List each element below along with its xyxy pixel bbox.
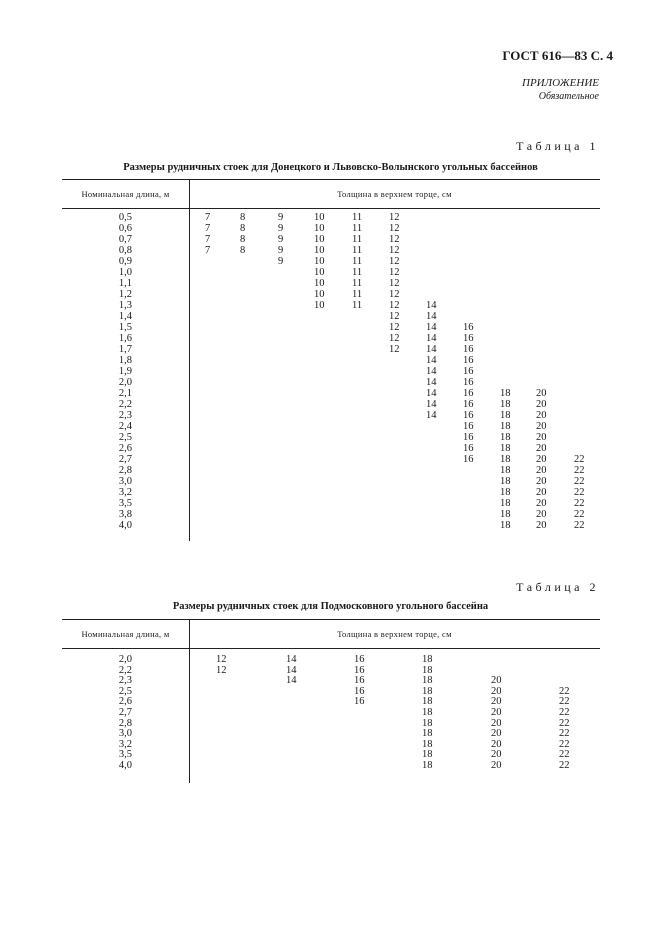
thickness-cell: 18 xyxy=(500,476,511,487)
table2-col-thickness: Толщина в верхнем торце, см xyxy=(337,629,452,639)
thickness-cell: 11 xyxy=(352,256,363,267)
thickness-cell: 9 xyxy=(278,245,284,256)
thickness-cell: 18 xyxy=(500,454,511,465)
nominal-length-cell: 2,3 xyxy=(118,410,132,421)
thickness-cell: 18 xyxy=(422,707,433,718)
thickness-cell: 16 xyxy=(354,654,365,665)
nominal-length-cell: 1,5 xyxy=(118,322,132,333)
nominal-length-cell: 0,7 xyxy=(118,234,132,245)
nominal-length-cell: 1,2 xyxy=(118,289,132,300)
thickness-cell: 20 xyxy=(536,520,547,531)
thickness-cell: 20 xyxy=(536,487,547,498)
thickness-cell: 22 xyxy=(559,749,570,761)
nominal-length-cell: 2,0 xyxy=(118,654,132,665)
thickness-cell: 22 xyxy=(574,509,585,520)
nominal-length-cell: 3,0 xyxy=(118,728,132,740)
nominal-length-cell: 2,5 xyxy=(118,432,132,443)
thickness-cell: 16 xyxy=(463,355,474,366)
thickness-cell: 16 xyxy=(463,344,474,355)
thickness-cell: 20 xyxy=(536,432,547,443)
table2-header xyxy=(62,619,600,649)
thickness-cell: 20 xyxy=(491,717,502,729)
thickness-cell: 20 xyxy=(491,675,502,687)
nominal-length-cell: 2,8 xyxy=(118,717,132,729)
nominal-length-cell: 2,2 xyxy=(118,399,132,410)
thickness-cell: 14 xyxy=(426,388,437,399)
thickness-cell: 14 xyxy=(426,377,437,388)
table1-label: Таблица 1 xyxy=(516,139,599,153)
thickness-cell: 18 xyxy=(422,654,433,665)
thickness-cell: 18 xyxy=(500,465,511,476)
thickness-cell: 16 xyxy=(463,388,474,399)
thickness-cell: 10 xyxy=(314,212,325,223)
thickness-cell: 22 xyxy=(574,454,585,465)
thickness-cell: 20 xyxy=(536,454,547,465)
thickness-cell: 7 xyxy=(205,245,211,256)
thickness-cell: 16 xyxy=(354,685,365,697)
thickness-cell: 18 xyxy=(500,520,511,531)
thickness-cell: 18 xyxy=(500,443,511,454)
thickness-cell: 14 xyxy=(426,344,437,355)
thickness-cell: 18 xyxy=(500,487,511,498)
thickness-cell: 18 xyxy=(422,717,433,729)
thickness-cell: 12 xyxy=(389,234,400,245)
thickness-cell: 16 xyxy=(463,410,474,421)
thickness-cell: 20 xyxy=(536,410,547,421)
thickness-cell: 12 xyxy=(216,654,227,665)
nominal-length-cell: 3,5 xyxy=(118,498,132,509)
nominal-length-cell: 3,8 xyxy=(118,509,132,520)
nominal-length-cell: 1,0 xyxy=(118,267,132,278)
thickness-cell: 10 xyxy=(314,223,325,234)
thickness-cell: 9 xyxy=(278,212,284,223)
thickness-cell: 20 xyxy=(491,728,502,740)
nominal-length-cell: 1,4 xyxy=(118,311,132,322)
nominal-length-cell: 0,8 xyxy=(118,245,132,256)
thickness-cell: 20 xyxy=(536,476,547,487)
nominal-length-cell: 2,1 xyxy=(118,388,132,399)
thickness-cell: 10 xyxy=(314,300,325,311)
table2-label: Таблица 2 xyxy=(516,580,599,594)
thickness-cell: 10 xyxy=(314,289,325,300)
thickness-cell: 20 xyxy=(536,388,547,399)
thickness-cell: 12 xyxy=(389,322,400,333)
thickness-cell: 18 xyxy=(422,738,433,750)
thickness-cell: 16 xyxy=(463,399,474,410)
thickness-cell: 20 xyxy=(491,760,502,771)
thickness-cell: 22 xyxy=(559,728,570,740)
thickness-cell: 16 xyxy=(463,322,474,333)
nominal-length-cell: 4,0 xyxy=(118,760,132,771)
annex-label xyxy=(522,77,599,103)
thickness-cell: 18 xyxy=(422,685,433,697)
thickness-cell: 10 xyxy=(314,245,325,256)
thickness-cell: 12 xyxy=(389,278,400,289)
thickness-cell: 12 xyxy=(389,245,400,256)
thickness-cell: 20 xyxy=(491,685,502,697)
thickness-cell: 12 xyxy=(389,300,400,311)
document-reference: ГОСТ 616—83 С. 4 xyxy=(502,48,613,63)
thickness-cell: 9 xyxy=(278,234,284,245)
thickness-cell: 20 xyxy=(536,421,547,432)
thickness-cell: 12 xyxy=(389,333,400,344)
thickness-cell: 22 xyxy=(559,685,570,697)
thickness-cell: 18 xyxy=(500,432,511,443)
thickness-cell: 16 xyxy=(354,675,365,687)
thickness-cell: 12 xyxy=(216,664,227,676)
thickness-cell: 10 xyxy=(314,234,325,245)
thickness-cell: 12 xyxy=(389,289,400,300)
table1-header xyxy=(62,179,600,209)
thickness-cell: 14 xyxy=(286,654,297,665)
thickness-cell: 16 xyxy=(354,664,365,676)
thickness-cell: 14 xyxy=(426,410,437,421)
thickness-cell: 16 xyxy=(463,333,474,344)
thickness-cell: 9 xyxy=(278,256,284,267)
nominal-length-cell: 1,6 xyxy=(118,333,132,344)
thickness-cell: 14 xyxy=(426,300,437,311)
nominal-length-cell: 2,7 xyxy=(118,454,132,465)
table2-title: Размеры рудничных стоек для Подмосковного угольного бассейна xyxy=(172,601,489,612)
thickness-cell: 11 xyxy=(352,267,363,278)
thickness-cell: 18 xyxy=(422,728,433,740)
thickness-cell: 18 xyxy=(500,498,511,509)
nominal-length-cell: 3,0 xyxy=(118,476,132,487)
thickness-cell: 11 xyxy=(352,278,363,289)
thickness-cell: 12 xyxy=(389,212,400,223)
thickness-cell: 7 xyxy=(205,212,211,223)
thickness-cell: 12 xyxy=(389,223,400,234)
thickness-cell: 11 xyxy=(352,289,363,300)
thickness-cell: 16 xyxy=(463,454,474,465)
table1-title: Размеры рудничных стоек для Донецкого и Львовско-Волынского угольных бассейнов xyxy=(123,162,538,173)
table2-col-length: Номинальная длина, м xyxy=(81,629,170,639)
thickness-cell: 8 xyxy=(240,234,246,245)
nominal-length-cell: 1,9 xyxy=(118,366,132,377)
thickness-cell: 16 xyxy=(463,377,474,388)
nominal-length-cell: 3,5 xyxy=(118,749,132,761)
nominal-length-cell: 2,6 xyxy=(118,443,132,454)
nominal-length-cell: 0,5 xyxy=(118,212,132,223)
thickness-cell: 14 xyxy=(286,675,297,687)
thickness-cell: 22 xyxy=(559,717,570,729)
thickness-cell: 12 xyxy=(389,256,400,267)
thickness-cell: 12 xyxy=(389,267,400,278)
thickness-cell: 22 xyxy=(559,738,570,750)
nominal-length-cell: 3,2 xyxy=(118,738,132,750)
thickness-cell: 11 xyxy=(352,300,363,311)
thickness-cell: 22 xyxy=(574,487,585,498)
thickness-cell: 7 xyxy=(205,234,211,245)
table2 xyxy=(62,619,600,771)
thickness-cell: 9 xyxy=(278,223,284,234)
thickness-cell: 16 xyxy=(354,696,365,708)
thickness-cell: 22 xyxy=(574,476,585,487)
thickness-cell: 18 xyxy=(422,760,433,771)
nominal-length-cell: 0,9 xyxy=(118,256,132,267)
thickness-cell: 20 xyxy=(536,443,547,454)
thickness-cell: 18 xyxy=(500,421,511,432)
nominal-length-cell: 0,6 xyxy=(118,223,132,234)
thickness-cell: 22 xyxy=(559,707,570,718)
thickness-cell: 20 xyxy=(491,749,502,761)
thickness-cell: 22 xyxy=(574,520,585,531)
table1 xyxy=(62,179,600,531)
nominal-length-cell: 4,0 xyxy=(118,520,132,531)
thickness-cell: 18 xyxy=(500,399,511,410)
nominal-length-cell: 2,3 xyxy=(118,675,132,687)
thickness-cell: 14 xyxy=(426,355,437,366)
thickness-cell: 16 xyxy=(463,421,474,432)
thickness-cell: 20 xyxy=(536,498,547,509)
nominal-length-cell: 2,4 xyxy=(118,421,132,432)
table2-column-divider xyxy=(189,619,190,783)
thickness-cell: 18 xyxy=(422,664,433,676)
thickness-cell: 12 xyxy=(389,311,400,322)
nominal-length-cell: 2,2 xyxy=(118,664,132,676)
table1-col-thickness: Толщина в верхнем торце, см xyxy=(337,189,452,199)
annex-title: ПРИЛОЖЕНИЕ xyxy=(522,77,599,89)
thickness-cell: 8 xyxy=(240,223,246,234)
table1-col-length: Номинальная длина, м xyxy=(81,189,170,199)
thickness-cell: 20 xyxy=(491,696,502,708)
thickness-cell: 12 xyxy=(389,344,400,355)
thickness-cell: 20 xyxy=(536,465,547,476)
annex-subtitle: Обязательное xyxy=(538,91,599,102)
thickness-cell: 16 xyxy=(463,443,474,454)
nominal-length-cell: 3,2 xyxy=(118,487,132,498)
thickness-cell: 7 xyxy=(205,223,211,234)
thickness-cell: 20 xyxy=(491,707,502,718)
nominal-length-cell: 2,6 xyxy=(118,696,132,708)
thickness-cell: 14 xyxy=(426,333,437,344)
nominal-length-cell: 2,0 xyxy=(118,377,132,388)
thickness-cell: 18 xyxy=(422,749,433,761)
thickness-cell: 8 xyxy=(240,212,246,223)
nominal-length-cell: 2,7 xyxy=(118,707,132,718)
thickness-cell: 11 xyxy=(352,212,363,223)
nominal-length-cell: 2,5 xyxy=(118,685,132,697)
nominal-length-cell: 2,8 xyxy=(118,465,132,476)
thickness-cell: 14 xyxy=(426,311,437,322)
nominal-length-cell: 1,3 xyxy=(118,300,132,311)
table1-column-divider xyxy=(189,179,190,541)
thickness-cell: 20 xyxy=(536,399,547,410)
thickness-cell: 22 xyxy=(574,465,585,476)
thickness-cell: 10 xyxy=(314,278,325,289)
thickness-cell: 22 xyxy=(559,760,570,771)
thickness-cell: 22 xyxy=(574,498,585,509)
nominal-length-cell: 1,8 xyxy=(118,355,132,366)
thickness-cell: 18 xyxy=(422,675,433,687)
thickness-cell: 20 xyxy=(536,509,547,520)
nominal-length-cell: 1,7 xyxy=(118,344,132,355)
thickness-cell: 22 xyxy=(559,696,570,708)
thickness-cell: 11 xyxy=(352,223,363,234)
thickness-cell: 18 xyxy=(422,696,433,708)
thickness-cell: 10 xyxy=(314,267,325,278)
thickness-cell: 14 xyxy=(426,366,437,377)
thickness-cell: 18 xyxy=(500,388,511,399)
thickness-cell: 20 xyxy=(491,738,502,750)
thickness-cell: 14 xyxy=(426,322,437,333)
thickness-cell: 11 xyxy=(352,234,363,245)
thickness-cell: 10 xyxy=(314,256,325,267)
thickness-cell: 16 xyxy=(463,366,474,377)
thickness-cell: 18 xyxy=(500,509,511,520)
thickness-cell: 16 xyxy=(463,432,474,443)
thickness-cell: 14 xyxy=(426,399,437,410)
nominal-length-cell: 1,1 xyxy=(118,278,132,289)
thickness-cell: 18 xyxy=(500,410,511,421)
thickness-cell: 14 xyxy=(286,664,297,676)
thickness-cell: 8 xyxy=(240,245,246,256)
thickness-cell: 11 xyxy=(352,245,363,256)
